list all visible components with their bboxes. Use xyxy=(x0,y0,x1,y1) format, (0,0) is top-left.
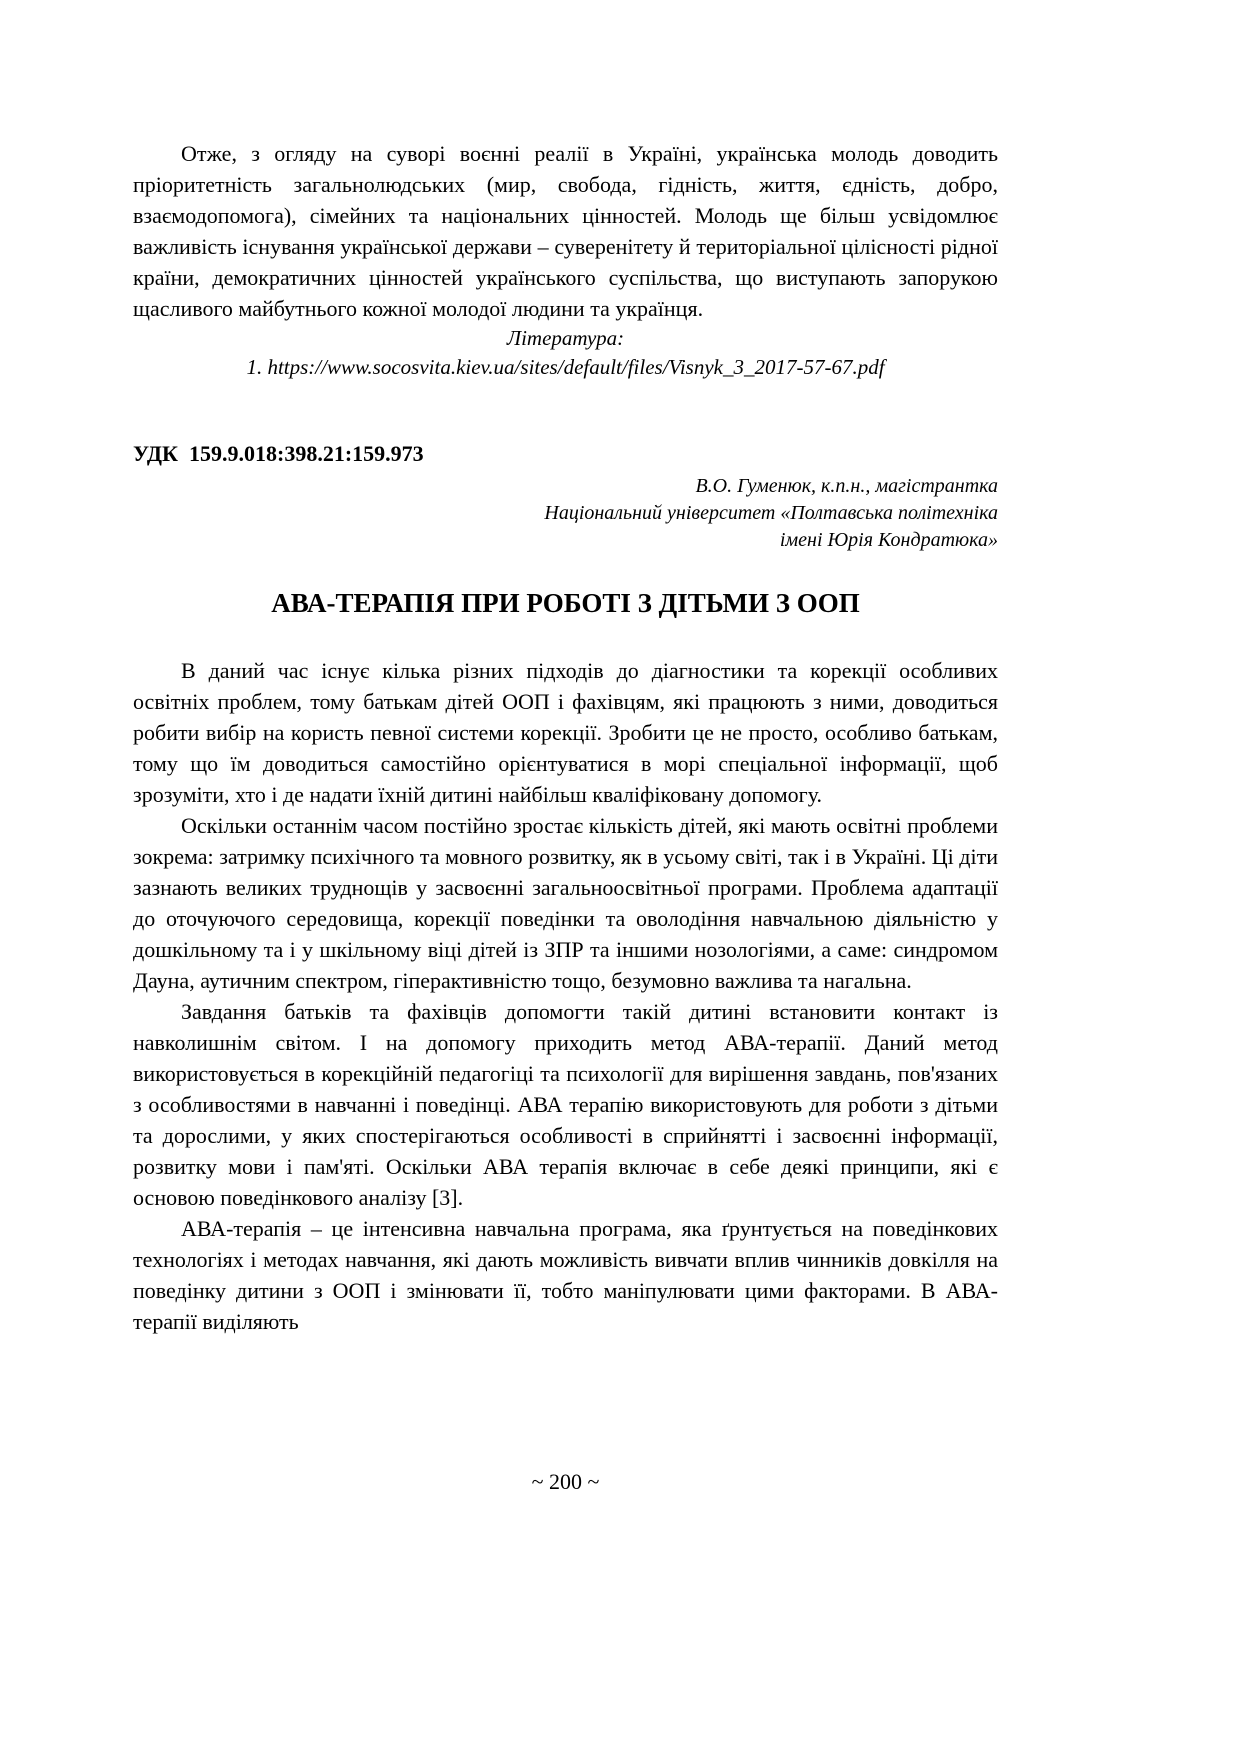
reference-number: 1. xyxy=(246,355,263,379)
body-paragraph-3: Завдання батьків та фахівців допомогти такій дитині встановити контакт із навколишнім світом. І на допомогу приходить метод АВА-терапії. Даний метод використовується в корекційній педагогіці та психології для вирішення завдань, пов'язаних з особливостями в навчанні і поведінці. АВА терапію використовують для роботи з дітьми та дорослими, у яких спостерігаються особливості в сприйнятті і засвоєнні інформації, розвитку мови і пам'яті. Оскільки АВА терапія включає в себе деякі принципи, які є основою поведінкового аналізу [3]. xyxy=(133,999,998,1210)
page-number: ~ 200 ~ xyxy=(531,1469,600,1494)
intro-paragraph: Отже, з огляду на суворі воєнні реалії в Україні, українська молодь доводить пріоритетність загальнолюдських (мир, свобода, гідність, життя, єдність, добро, взаємодопомога), сімейних та національних цінностей. Молодь ще більш усвідомлює важливість існування української держави – суверенітету й територіальної цілісності рідної країни, демократичних цінностей українського суспільства, що виступають запорукою щасливого майбутнього кожної молодої людини та українця. xyxy=(133,141,998,321)
reference-link[interactable]: https://www.socosvita.kiev.ua/sites/default/files/Visnyk_3_2017-57-67.pdf xyxy=(267,355,885,379)
body-paragraph-1: В даний час існує кілька різних підходів до діагностики та корекції особливих освітніх проблем, тому батькам дітей ООП і фахівцям, які працюють з ними, доводиться робити вибір на користь певної системи корекції. Зробити це не просто, особливо батькам, тому що їм доводиться самостійно орієнтуватися в морі спеціальної інформації, щоб зрозуміти, хто і де надати їхній дитині найбільш кваліфіковану допомогу. xyxy=(133,658,998,807)
literature-reference xyxy=(133,353,998,382)
author-name: В.О. Гуменюк, к.п.н., магістрантка xyxy=(695,475,998,497)
literature-heading: Література: xyxy=(506,326,625,350)
author-block xyxy=(133,473,998,554)
article-title: АВА-ТЕРАПІЯ ПРИ РОБОТІ З ДІТЬМИ З ООП xyxy=(271,588,860,618)
author-affiliation-line-1: Національний університет «Полтавська політехніка xyxy=(544,502,998,524)
body-paragraph-4: АВА-терапія – це інтенсивна навчальна програма, яка ґрунтується на поведінкових технологіях і методах навчання, які дають можливість вивчати вплив чинників довкілля на поведінку дитини з ООП і змінювати її, тобто маніпулювати цими факторами. В АВА-терапії виділяють xyxy=(133,1216,998,1334)
author-affiliation-line-2: імені Юрія Кондратюка» xyxy=(779,529,998,551)
body-paragraph-2: Оскільки останнім часом постійно зростає кількість дітей, які мають освітні проблеми зокрема: затримку психічного та мовного розвитку, як в усьому світі, так і в Україні. Ці діти зазнають великих труднощів у засвоєнні загальноосвітньої програми. Проблема адаптації до оточуючого середовища, корекції поведінки та оволодіння навчальною діяльністю у дошкільному та і у шкільному віці дітей із ЗПР та іншими нозологіями, а саме: синдромом Дауна, аутичним спектром, гіперактивністю тощо, безумовно важлива та нагальна. xyxy=(133,813,998,993)
udc-code: УДК 159.9.018:398.21:159.973 xyxy=(133,441,424,466)
